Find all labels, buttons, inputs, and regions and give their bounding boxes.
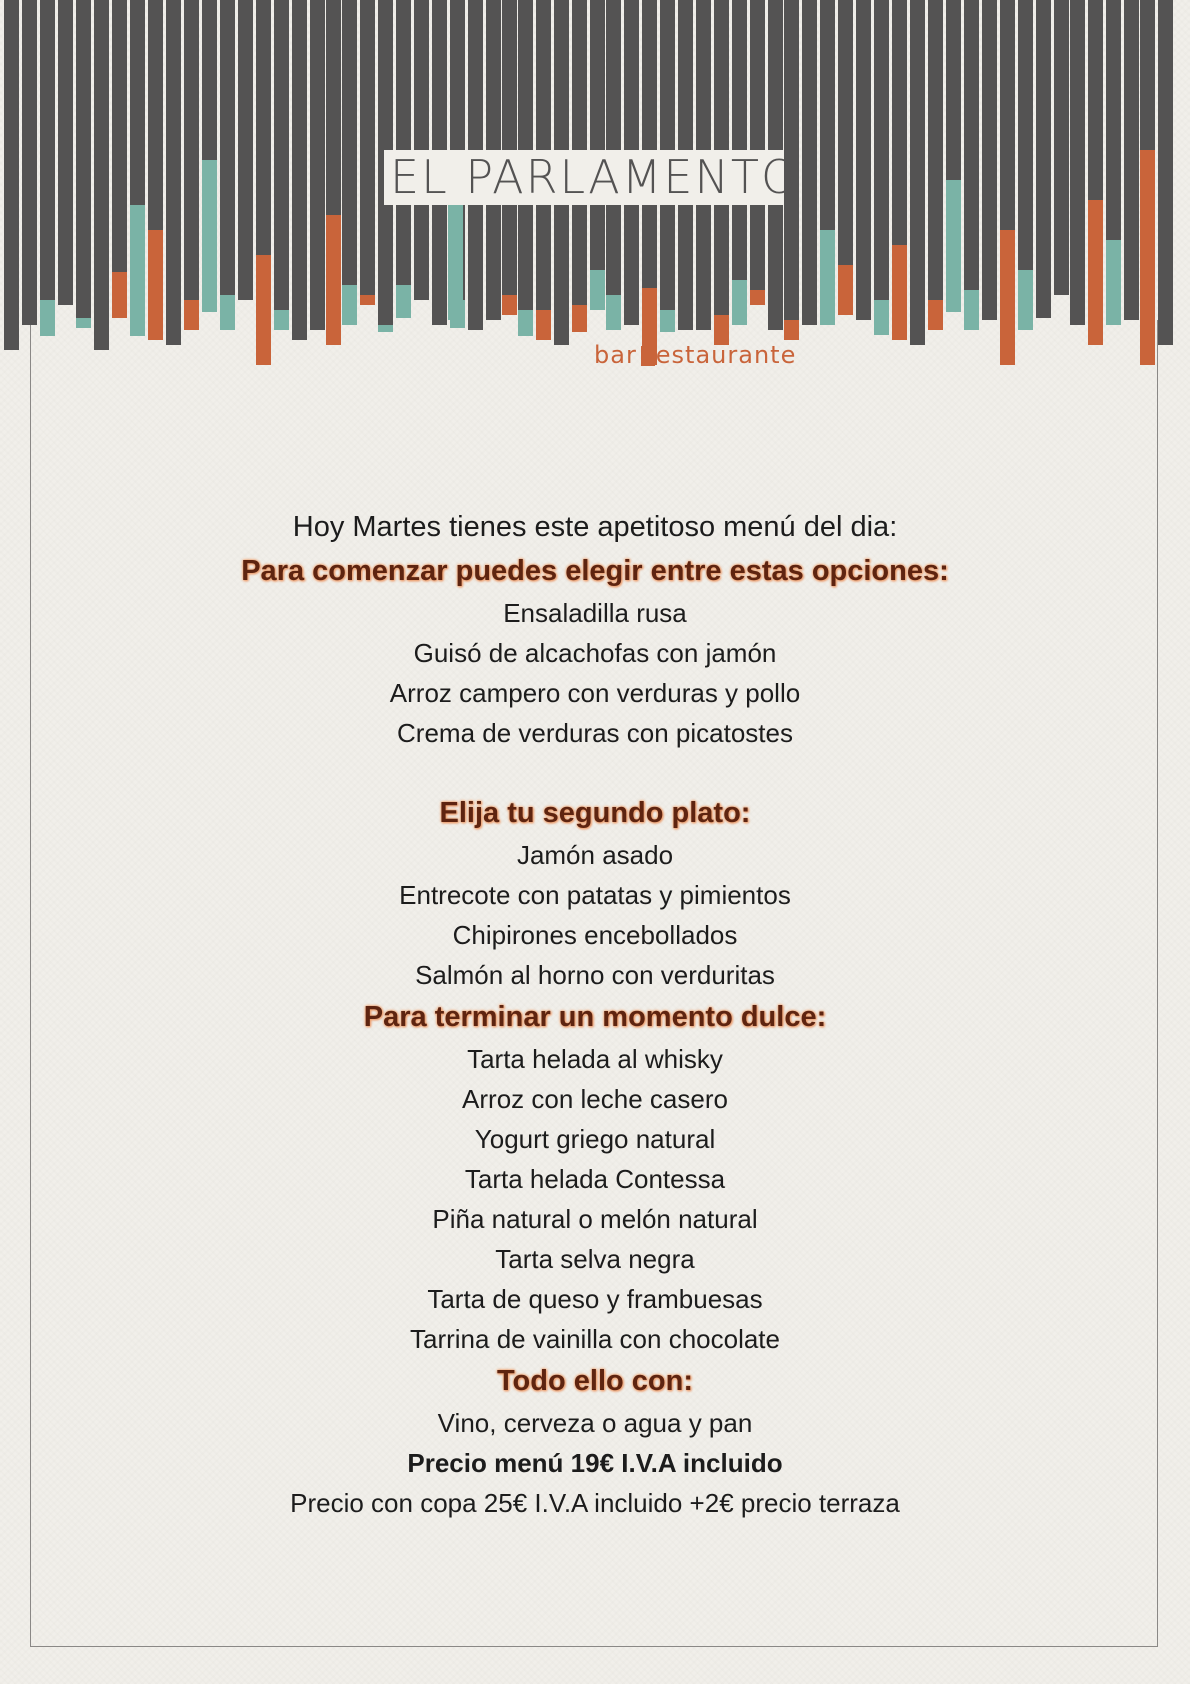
logo-bar-teal	[76, 318, 91, 328]
main-item: Salmón al horno con verduritas	[415, 960, 775, 990]
section-spacer	[0, 753, 1190, 791]
logo-bar-teal	[1106, 240, 1121, 325]
menu-body	[0, 505, 1190, 1523]
logo-bar-dark	[238, 0, 253, 300]
logo-bar-dark	[1158, 0, 1173, 345]
included-heading: Todo ello con:	[497, 1365, 693, 1397]
main-item: Entrecote con patatas y pimientos	[399, 880, 791, 910]
included-text: Vino, cerveza o agua y pan	[437, 1408, 753, 1438]
logo-bar-teal	[342, 285, 357, 325]
logo-bar-dark	[342, 0, 357, 285]
logo-bar-dark	[732, 0, 747, 280]
logo-bar-dark	[1018, 0, 1033, 270]
logo-bar-dark	[590, 0, 605, 270]
dessert-item: Piña natural o melón natural	[432, 1204, 758, 1234]
logo-bar-orange	[838, 265, 853, 315]
logo-bar-dark	[274, 0, 289, 310]
logo-bar-dark	[982, 0, 997, 320]
starter-item: Arroz campero con verduras y pollo	[389, 678, 801, 708]
logo-bar-dark	[928, 0, 943, 300]
logo-bar-dark	[130, 0, 145, 205]
dessert-item: Tarta selva negra	[495, 1244, 695, 1274]
logo-bar-teal	[732, 280, 747, 325]
logo-bar-teal	[1018, 270, 1033, 330]
dessert-item: Yogurt griego natural	[474, 1124, 716, 1154]
logo-bar-orange	[112, 272, 127, 318]
logo-bar-dark	[4, 0, 19, 350]
dessert-item: Tarta helada al whisky	[467, 1044, 723, 1074]
desserts-heading: Para terminar un momento dulce:	[363, 1001, 827, 1033]
logo-bar-teal	[202, 160, 217, 312]
logo-bar-orange	[572, 305, 587, 332]
logo-bar-dark	[326, 0, 341, 215]
logo-bar-dark	[310, 0, 325, 330]
logo-bar-orange	[326, 215, 341, 345]
logo-bar-orange	[536, 310, 551, 340]
logo-bar-dark	[642, 0, 657, 288]
logo-bar-orange	[184, 300, 199, 330]
dessert-item: Tarrina de vainilla con chocolate	[410, 1324, 780, 1354]
logo-bar-orange	[502, 295, 517, 315]
logo-bar-dark	[1054, 0, 1069, 295]
menu-price-extra: Precio con copa 25€ I.V.A incluido +2€ precio terraza	[290, 1488, 900, 1518]
logo-bar-teal	[946, 180, 961, 312]
logo-bar-dark	[94, 0, 109, 350]
starter-item: Crema de verduras con picatostes	[397, 718, 793, 748]
logo-bar-dark	[750, 0, 765, 290]
logo-bar-dark	[606, 0, 621, 295]
logo-bar-dark	[874, 0, 889, 300]
logo-bar-orange	[928, 300, 943, 330]
logo-bar-dark	[802, 0, 817, 325]
logo-bar-dark	[40, 0, 55, 300]
starters-heading: Para comenzar puedes elegir entre estas opciones:	[241, 555, 949, 587]
logo-bar-dark	[1106, 0, 1121, 240]
logo-title: EL PARLAMENTO	[390, 150, 800, 204]
logo-bar-dark	[166, 0, 181, 345]
logo-bar-dark	[910, 0, 925, 345]
logo-bar-orange	[256, 255, 271, 365]
logo-bar-orange	[784, 320, 799, 340]
logo-bar-teal	[606, 295, 621, 330]
logo-bar-teal	[40, 300, 55, 336]
logo-bar-teal	[660, 310, 675, 332]
logo-bar-teal	[274, 310, 289, 330]
logo-bar-teal	[590, 270, 605, 310]
logo-bar-dark	[1088, 0, 1103, 200]
logo-bar-dark	[396, 0, 411, 285]
logo-bar-dark	[856, 0, 871, 320]
logo-bar-dark	[838, 0, 853, 265]
logo-bar-orange	[1000, 230, 1015, 365]
logo-bar-dark	[892, 0, 907, 245]
logo-bar-dark	[292, 0, 307, 340]
logo-bar-dark	[112, 0, 127, 272]
logo-bar-dark	[1036, 0, 1051, 318]
logo-bar-orange	[750, 290, 765, 305]
logo-bar-dark	[502, 0, 517, 295]
menu-price: Precio menú 19€ I.V.A incluido	[407, 1448, 783, 1478]
logo-bar-teal	[518, 310, 533, 336]
logo-bar-dark	[1140, 0, 1155, 150]
logo-bar-dark	[1000, 0, 1015, 230]
mains-heading: Elija tu segundo plato:	[439, 797, 751, 829]
logo-bar-dark	[58, 0, 73, 305]
logo-bar-dark	[360, 0, 375, 295]
menu-intro: Hoy Martes tienes este apetitoso menú del dia:	[292, 511, 898, 543]
dessert-item: Arroz con leche casero	[462, 1084, 728, 1114]
logo-bar-dark	[964, 0, 979, 290]
logo-bar-teal	[396, 285, 411, 318]
logo-bar-dark	[1070, 0, 1085, 325]
logo-bar-dark	[946, 0, 961, 180]
starter-item: Guisó de alcachofas con jamón	[413, 638, 777, 668]
main-item: Chipirones encebollados	[452, 920, 738, 950]
logo-bar-teal	[964, 290, 979, 330]
dessert-item: Tarta helada Contessa	[464, 1164, 726, 1194]
logo-bar-dark	[202, 0, 217, 160]
dessert-item: Tarta de queso y frambuesas	[427, 1284, 763, 1314]
logo-bar-teal	[874, 300, 889, 335]
logo-bar-dark	[184, 0, 199, 300]
logo-bar-dark	[220, 0, 235, 295]
logo-bar-teal	[378, 325, 393, 332]
logo-bar-dark	[148, 0, 163, 230]
logo-bar-orange	[1088, 200, 1103, 345]
logo-bar-teal	[220, 295, 235, 330]
logo-bar-dark	[820, 0, 835, 230]
logo-subtitle: bar restaurante	[594, 341, 797, 369]
logo-bar-orange	[892, 245, 907, 340]
logo-bar-orange	[360, 295, 375, 305]
logo-bar-dark	[76, 0, 91, 318]
logo-bar-dark	[22, 0, 37, 325]
logo-bar-orange	[1140, 150, 1155, 365]
header-logo	[0, 0, 1190, 380]
main-item: Jamón asado	[516, 840, 674, 870]
logo-bar-dark	[256, 0, 271, 255]
starter-item: Ensaladilla rusa	[503, 598, 687, 628]
logo-bar-dark	[1124, 0, 1139, 320]
logo-bar-teal	[130, 205, 145, 336]
logo-bar-teal	[820, 230, 835, 325]
logo-bar-orange	[148, 230, 163, 340]
